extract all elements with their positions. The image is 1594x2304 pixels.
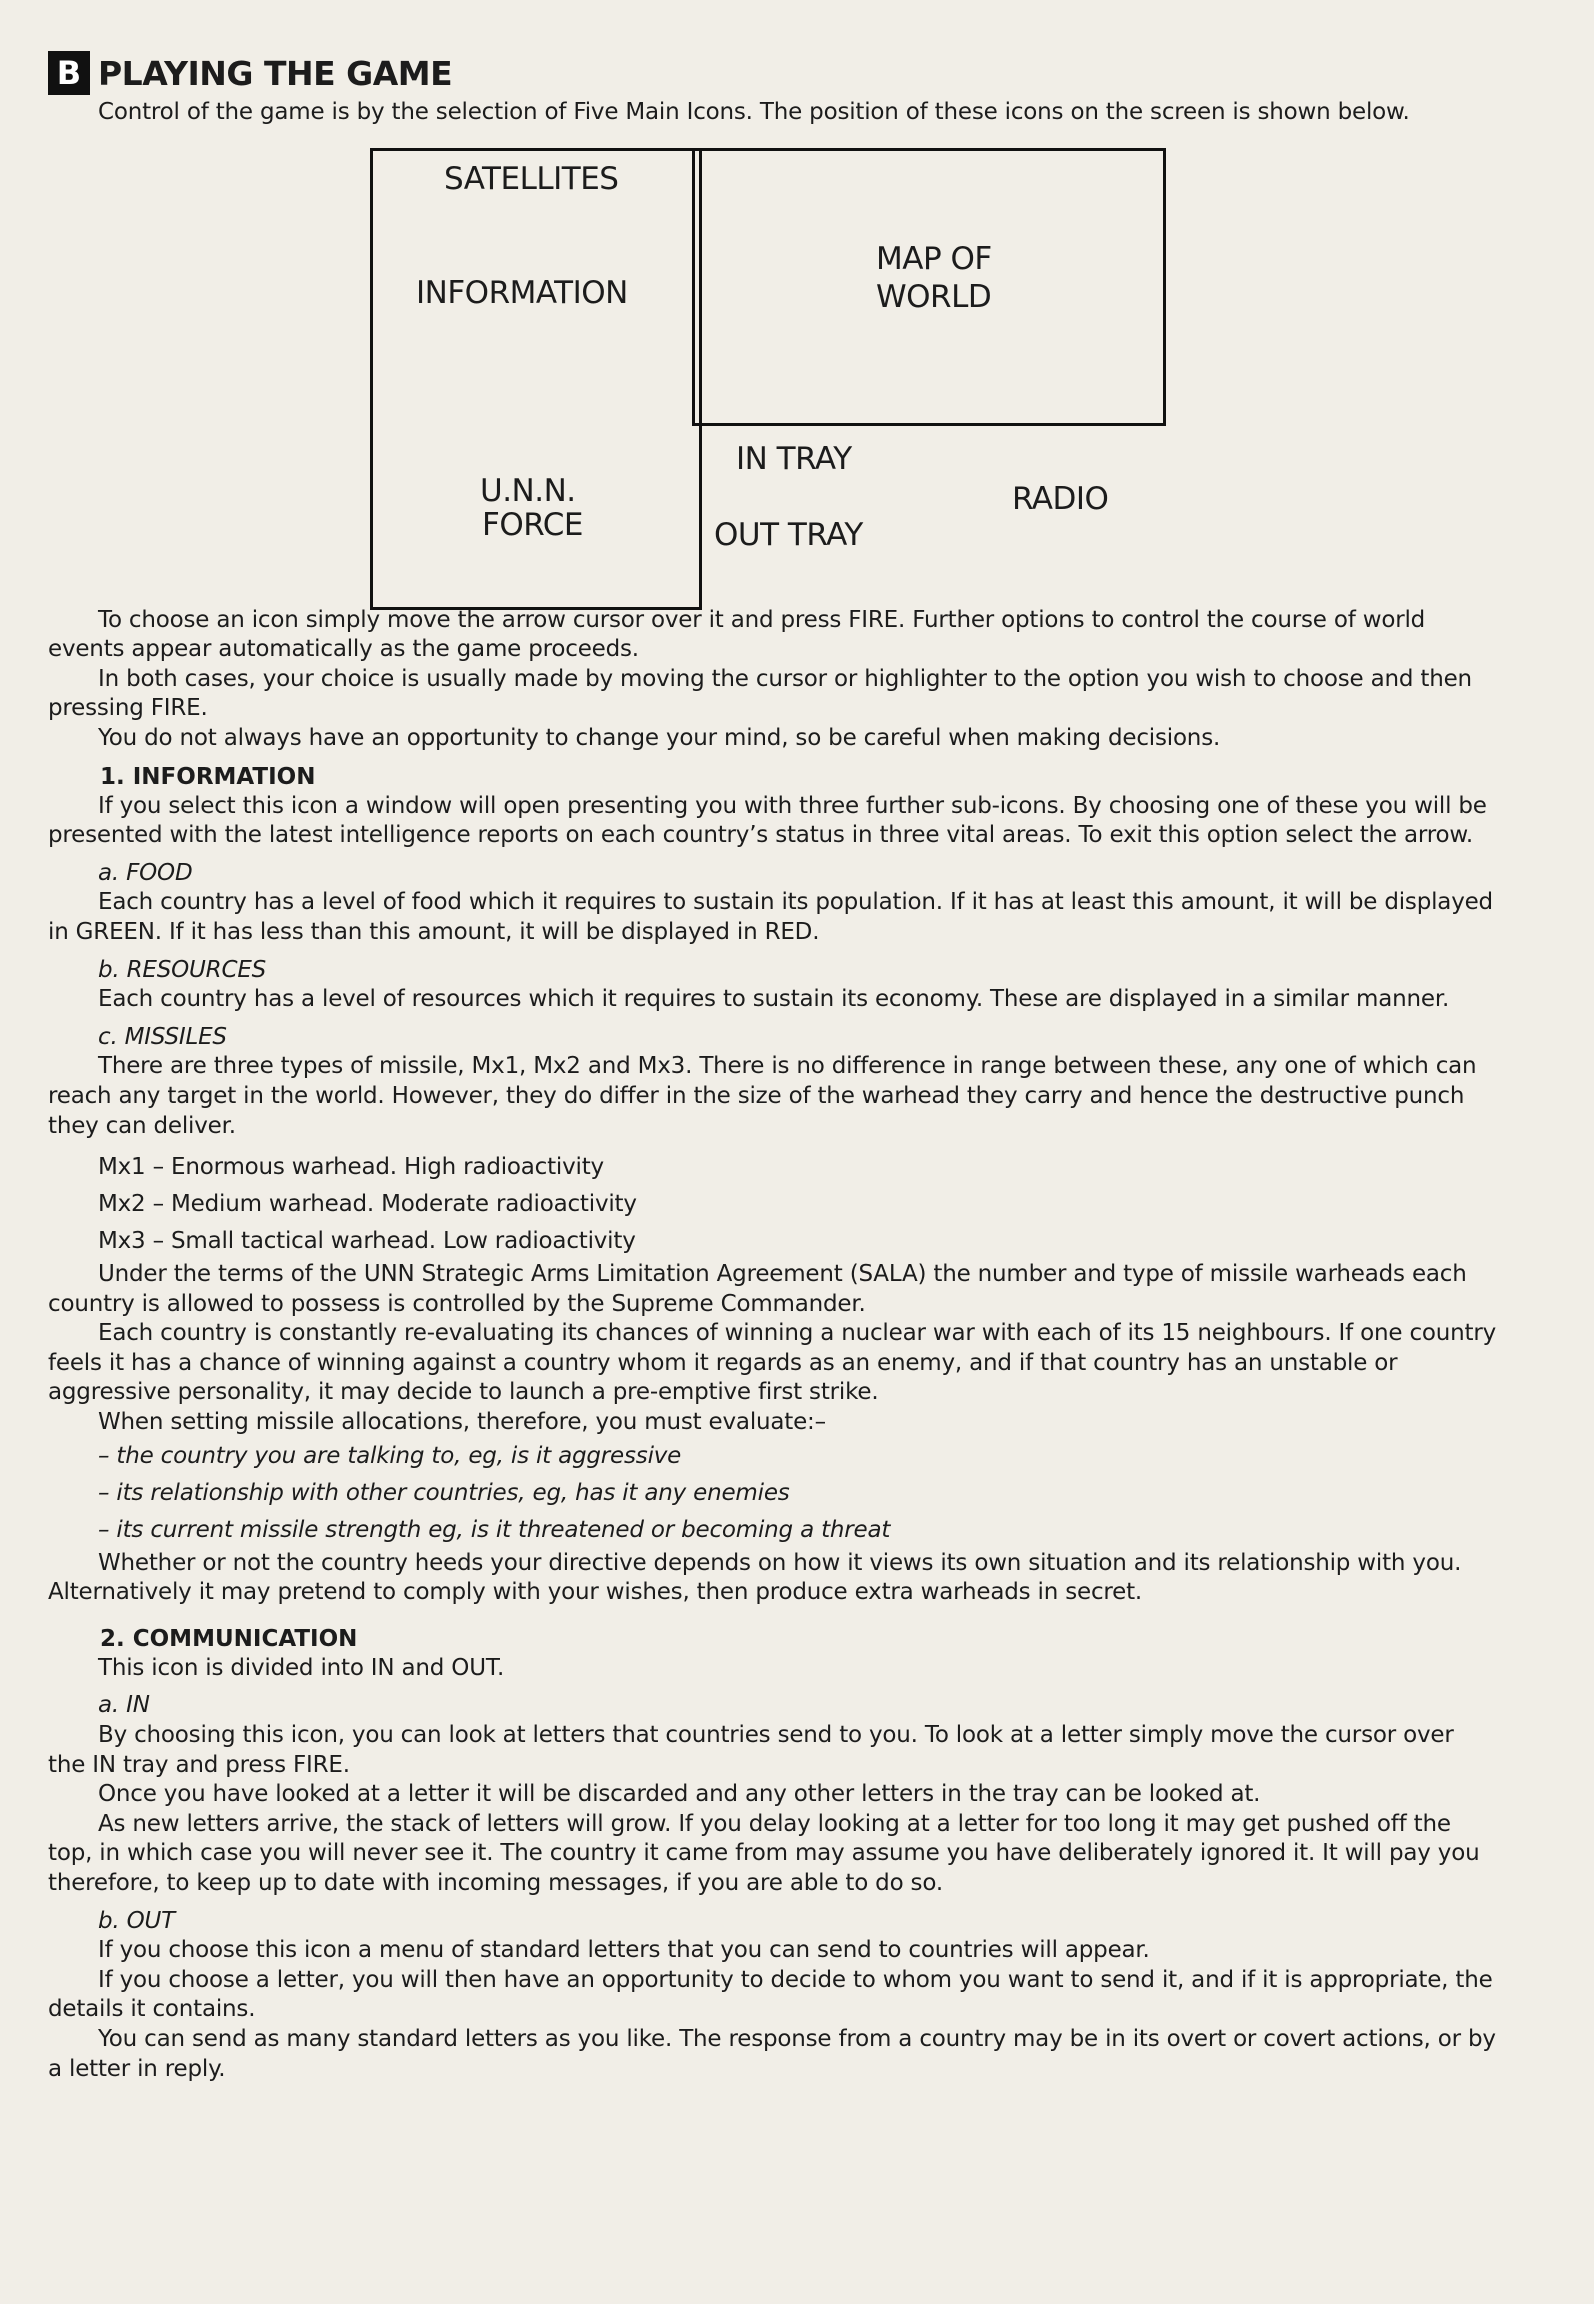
evaluate-bullet-2: – its relationship with other countries, eg, has it any enemies [98, 1479, 790, 1506]
icon-layout-diagram [370, 148, 1170, 606]
unn-label-line2: FORCE [482, 506, 583, 543]
communication-intro: This icon is divided into IN and OUT. [98, 1654, 505, 1681]
map-label-line1: MAP OF [876, 240, 992, 277]
food-text: Each country has a level of food which it requires to sustain its population. If it has at least this amount, it will be displayed in GREEN. If it has less than this amount, it will be displayed in RED. [48, 889, 1493, 945]
information-intro: If you select this icon a window will open presenting you with three further sub-icons. By choosing one of these you will be presented with the latest intelligence reports on each country’s status in three vital areas. To exit this option select the arrow. [48, 792, 1487, 849]
out-text-2: If you choose a letter, you will then have an opportunity to decide to whom you want to send it, and if it is appropriate, the details it contains. [48, 1966, 1493, 2023]
evaluate-line: When setting missile allocations, therefore, you must evaluate:– [98, 1409, 826, 1436]
section-title: PLAYING THE GAME [98, 53, 453, 93]
heeds-paragraph: Whether or not the country heeds your directive depends on how it views its own situation and its relationship with you. Alternatively it may pretend to comply with your wishes, then produce extra warheads in secret. [48, 1549, 1462, 1606]
section-heading [48, 48, 1496, 98]
out-text-3: You can send as many standard letters as you like. The response from a country may be in its overt or covert actions, or by a letter in reply. [48, 2025, 1496, 2082]
unn-label-line1: U.N.N. [480, 472, 576, 509]
change-mind-paragraph: You do not always have an opportunity to change your mind, so be careful when making decisions. [98, 724, 1221, 751]
both-cases-paragraph: In both cases, your choice is usually made by moving the cursor or highlighter to the option you wish to choose and then pressing FIRE. [48, 665, 1472, 722]
in-text-3: As new letters arrive, the stack of letters will grow. If you delay looking at a letter for too long it may get pushed off the top, in which case you will never see it. The country it came from may assume you have deliberately ignored it. It will pay you therefore, to keep up to date with incoming messages, if you are able to do so. [48, 1810, 1480, 1896]
section-letter-badge: B [48, 51, 90, 95]
resources-text: Each country has a level of resources which it requires to sustain its economy. These are displayed in a similar manner. [98, 986, 1450, 1013]
missiles-subheading: c. MISSILES [98, 1023, 227, 1050]
reevaluate-paragraph: Each country is constantly re-evaluating its chances of winning a nuclear war with each of its 15 neighbours. If one country feels it has a chance of winning against a country whom it regards as an enemy, and if that country has an unstable or aggressive personality, it may decide to launch a pre-emptive first strike. [48, 1320, 1497, 1406]
evaluate-bullet-3: – its current missile strength eg, is it threatened or becoming a threat [98, 1516, 891, 1543]
choose-paragraph: To choose an icon simply move the arrow cursor over it and press FIRE. Further options to control the course of world events appear automatically as the game proceeds. [48, 606, 1426, 663]
communication-heading: 2. COMMUNICATION [100, 1625, 358, 1652]
in-tray-label: IN TRAY [736, 440, 852, 477]
information-heading: 1. INFORMATION [100, 763, 316, 790]
in-subheading: a. IN [98, 1692, 150, 1719]
mx2-line: Mx2 – Medium warhead. Moderate radioactivity [98, 1191, 637, 1218]
out-text-1: If you choose this icon a menu of standard letters that you can send to countries will appear. [98, 1937, 1150, 1964]
mx1-line: Mx1 – Enormous warhead. High radioactivity [98, 1154, 604, 1181]
radio-label: RADIO [1012, 480, 1109, 517]
information-label: INFORMATION [416, 274, 628, 311]
in-text-2: Once you have looked at a letter it will be discarded and any other letters in the tray can be looked at. [98, 1781, 1261, 1808]
mx3-line: Mx3 – Small tactical warhead. Low radioactivity [98, 1228, 636, 1255]
evaluate-bullet-1: – the country you are talking to, eg, is it aggressive [98, 1442, 682, 1469]
map-label-line2: WORLD [876, 278, 992, 315]
satellites-label: SATELLITES [444, 160, 619, 197]
intro-paragraph: Control of the game is by the selection of Five Main Icons. The position of these icons on the screen is shown below. [98, 99, 1410, 125]
in-text-1: By choosing this icon, you can look at letters that countries send to you. To look at a letter simply move the cursor over the IN tray and press FIRE. [48, 1722, 1454, 1778]
out-tray-label: OUT TRAY [714, 516, 863, 553]
sala-paragraph: Under the terms of the UNN Strategic Arms Limitation Agreement (SALA) the number and type of missile warheads each country is allowed to possess is controlled by the Supreme Commander. [48, 1261, 1467, 1317]
missiles-text: There are three types of missile, Mx1, Mx2 and Mx3. There is no difference in range between these, any one of which can reach any target in the world. However, they do differ in the size of the warhead they carry and hence the destructive punch they can deliver. [48, 1053, 1477, 1139]
resources-subheading: b. RESOURCES [98, 956, 267, 983]
manual-page [48, 48, 1496, 2084]
food-subheading: a. FOOD [98, 859, 193, 886]
out-subheading: b. OUT [98, 1907, 176, 1934]
